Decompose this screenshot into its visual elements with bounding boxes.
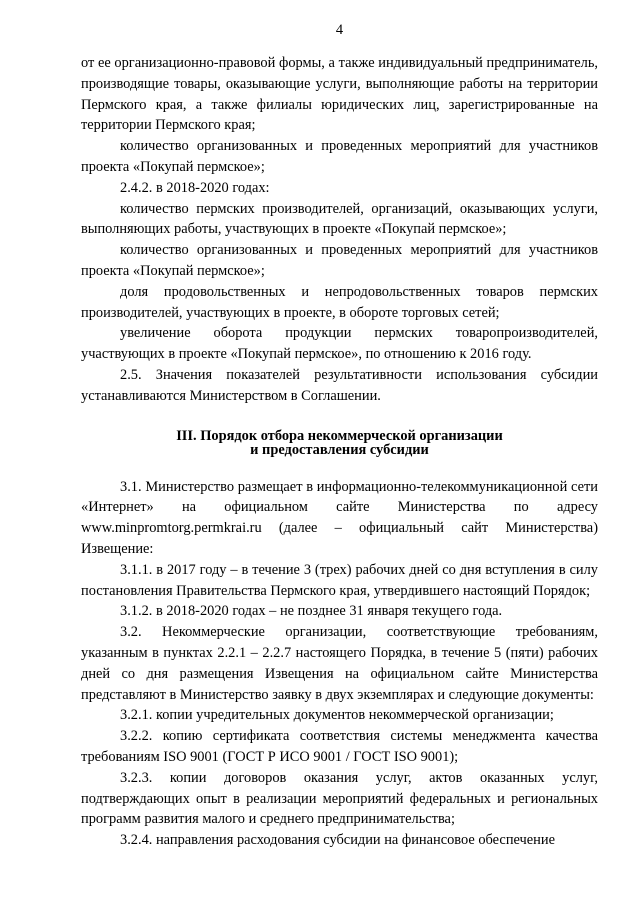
paragraph: увеличение оборота продукции пермских товаропроизводителей, участвующих в проекте «Покупай пермское», по отношению к 2016 году. — [81, 325, 598, 363]
paragraph: 2.5. Значения показателей результативности использования субсидии устанавливаются Министерством в Соглашении. — [81, 366, 598, 404]
paragraph: 3.2.4. направления расходования субсидии на финансовое обеспечение — [120, 832, 555, 849]
paragraph: 3.1.2. в 2018-2020 годах – не позднее 31 января текущего года. — [120, 603, 503, 620]
section-heading-line-2: и предоставления субсидии — [250, 441, 429, 458]
paragraph: 3.2.1. копии учредительных документов некоммерческой организации; — [120, 707, 554, 724]
paragraph: от ее организационно-правовой формы, а также индивидуальный предприниматель, производящие товары, оказывающие услуги, выполняющие работы на территории Пермского края, а также филиалы юридических лиц, зарегистрированные на территории Пермского края; — [81, 55, 598, 134]
document-body — [81, 53, 598, 851]
section-heading-line-1: III. Порядок отбора некоммерческой организации — [176, 427, 503, 444]
paragraphs-bottom — [81, 477, 598, 851]
paragraph: количество пермских производителей, организаций, оказывающих услуги, выполняющих работы, участвующих в проекте «Покупай пермское»; — [81, 200, 598, 238]
section-heading — [81, 429, 598, 457]
paragraph: 3.2.3. копии договоров оказания услуг, актов оказанных услуг, подтверждающих опыт в реализации мероприятий федеральных и региональных программ развития малого и среднего предпринимательства; — [81, 769, 598, 828]
paragraph: 3.2.2. копию сертификата соответствия системы менеджмента качества требованиям ISO 9001 (ГОСТ Р ИСО 9001 / ГОСТ ISO 9001); — [81, 728, 598, 765]
paragraph: 2.4.2. в 2018-2020 годах: — [120, 179, 270, 196]
paragraph: количество организованных и проведенных мероприятий для участников проекта «Покупай пермское»; — [81, 242, 598, 279]
paragraph: количество организованных и проведенных мероприятий для участников проекта «Покупай пермское»; — [81, 138, 598, 175]
paragraph: доля продовольственных и непродовольственных товаров пермских производителей, участвующих в проекте, в обороте торговых сетей; — [81, 283, 598, 321]
paragraph: 3.2. Некоммерческие организации, соответствующие требованиям, указанным в пунктах 2.2.1 – 2.2.7 настоящего Порядка, в течение 5 (пяти) рабочих дней со дня размещения Извещения на официальном сайте Министерства представляют в Министерство заявку в двух экземплярах и следующие документы: — [81, 624, 598, 703]
paragraph: 3.1. Министерство размещает в информационно-телекоммуникационной сети «Интернет» на официальном сайте Министерства по адресу www.minpromtorg.permkrai.ru (далее – официальный сайт Министерства) Извещение: — [81, 478, 598, 557]
page-number: 4 — [335, 22, 344, 38]
paragraphs-top — [81, 53, 598, 407]
paragraph: 3.1.1. в 2017 году – в течение 3 (трех) рабочих дней со дня вступления в силу постановления Правительства Пермского края, утвердившего настоящий Порядок; — [81, 561, 598, 599]
